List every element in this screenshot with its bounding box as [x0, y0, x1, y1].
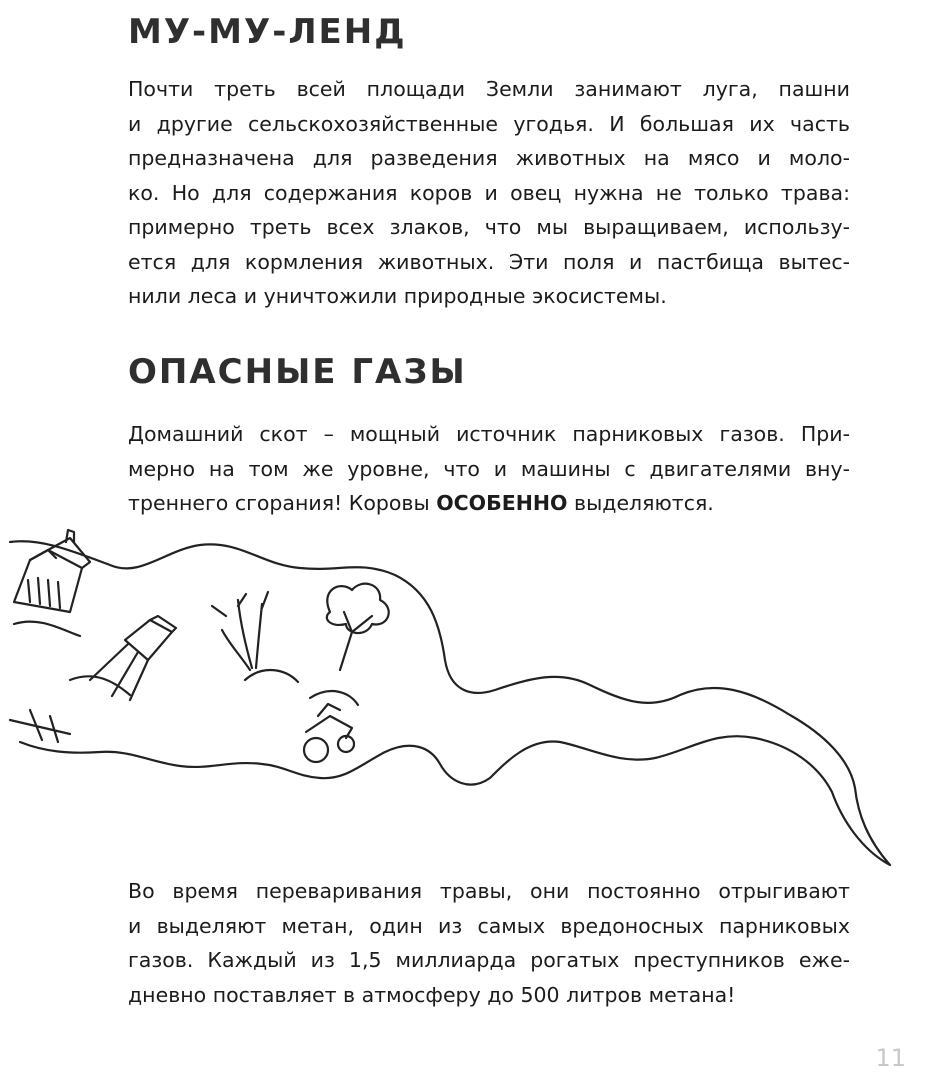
- text-line: мерно на том же уровне, что и машины с двигателями вну-: [128, 456, 850, 481]
- text-line: Во время переваривания травы, они постоянно отрыгивают: [128, 879, 850, 903]
- text-line: Почти треть всей площади Земли занимают луга, пашни: [128, 77, 850, 101]
- bare-tree-drawing: [212, 592, 268, 670]
- text-line: Домашний скот – мощный источник парниковых газов. При-: [128, 422, 850, 446]
- paragraph-farmland: [128, 72, 850, 314]
- plough-drawing: [10, 710, 70, 742]
- section-heading-mu-mu-lend: МУ-МУ-ЛЕНД: [128, 12, 407, 52]
- methane-cloud-illustration: [0, 520, 940, 900]
- section-heading-dangerous-gases: ОПАСНЫЕ ГАЗЫ: [128, 352, 467, 392]
- text-line: и другие сельскохозяйственные угодья. И большая их часть: [128, 111, 850, 136]
- text-line: ется для кормления животных. Эти поля и пастбища вытес-: [128, 249, 850, 274]
- text-fragment: треннего сгорания! Коровы: [128, 491, 437, 515]
- paragraph-methane: [128, 874, 850, 1012]
- text-fragment: выделяются.: [567, 491, 714, 515]
- emphasis-text: ОСОБЕННО: [436, 491, 568, 515]
- text-line: нили леса и уничтожили природные экосистемы.: [128, 284, 667, 308]
- text-line: ко. Но для содержания коров и овец нужна не только трава:: [128, 180, 850, 205]
- text-line: и выделяют метан, один из самых вредоносных парниковых: [128, 913, 850, 938]
- text-line: примерно треть всех злаков, что мы выращиваем, использу-: [128, 215, 850, 239]
- text-line: [128, 486, 850, 521]
- text-line: дневно поставляет в атмосферу до 500 литров метана!: [128, 982, 736, 1007]
- leafy-tree-drawing: [327, 584, 389, 670]
- page-number: 11: [875, 1044, 906, 1072]
- water-tower-drawing: [90, 616, 176, 700]
- gas-cloud-outline: [10, 541, 890, 865]
- tractor-drawing: [304, 704, 354, 762]
- text-line: газов. Каждый из 1,5 миллиарда рогатых преступников еже-: [128, 948, 850, 972]
- paragraph-greenhouse-gases: [128, 417, 850, 521]
- text-line: предназначена для разведения животных на мясо и моло-: [128, 146, 850, 170]
